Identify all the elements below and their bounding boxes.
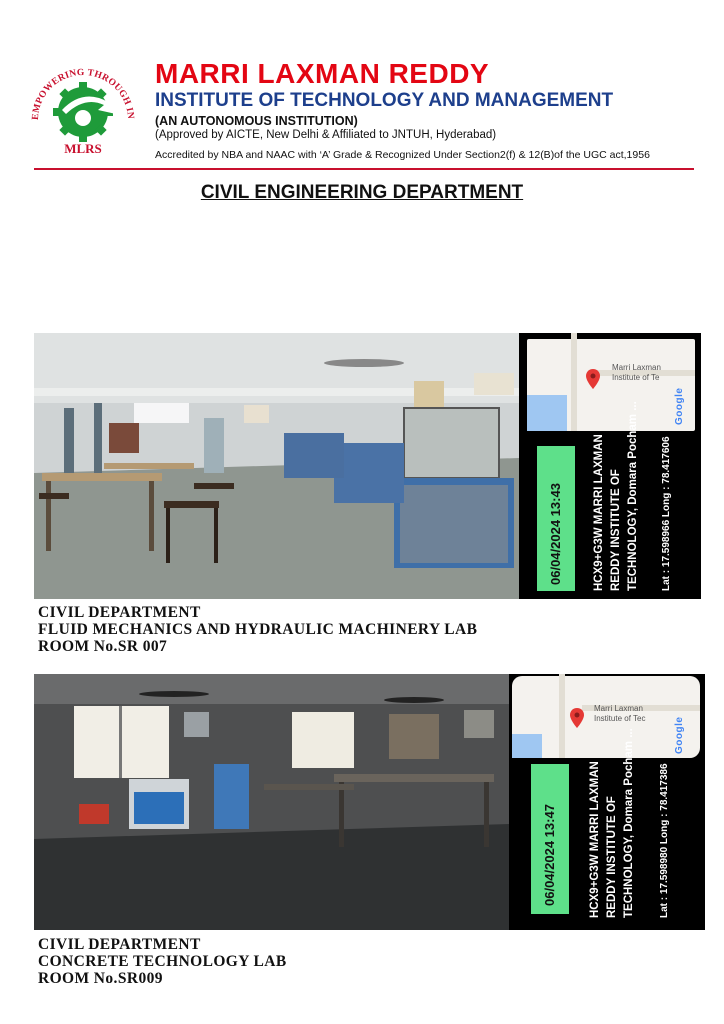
institute-logo bbox=[22, 58, 144, 158]
map-label-line1: Marri Laxman bbox=[612, 363, 661, 372]
logo-ring-text: EMPOWERING THROUGH IN bbox=[30, 67, 136, 121]
institute-name: MARRI LAXMAN REDDY bbox=[155, 58, 490, 89]
gps-latlong: Lat : 17.598980 Long : 78.417386 bbox=[659, 763, 670, 918]
gps-date: 06/04/2024 13:47 bbox=[542, 804, 557, 906]
department-title: CIVIL ENGINEERING DEPARTMENT bbox=[200, 182, 524, 203]
gps-date: 06/04/2024 13:43 bbox=[548, 483, 563, 585]
caption-1-room: ROOM No.SR 007 bbox=[38, 638, 168, 655]
caption-1-dept: CIVIL DEPARTMENT bbox=[38, 604, 201, 621]
lab-photo-concrete-technology bbox=[34, 674, 705, 930]
institute-subtitle: INSTITUTE OF TECHNOLOGY AND MANAGEMENT bbox=[155, 90, 614, 111]
gps-address-line3: TECHNOLOGY, Domara Pocham ... bbox=[627, 401, 639, 591]
google-brand: Google bbox=[674, 387, 685, 425]
accreditation-line: Accredited by NBA and NAAC with ‘A’ Grade & Recognized Under Section2(f) & 12(B)of the UGC act,1956 bbox=[155, 149, 650, 161]
caption-2-dept: CIVIL DEPARTMENT bbox=[38, 936, 201, 953]
google-brand: Google bbox=[674, 716, 685, 754]
gps-address-line2: REDDY INSTITUTE OF bbox=[606, 796, 618, 918]
caption-1-lab: FLUID MECHANICS AND HYDRAULIC MACHINERY LAB bbox=[38, 621, 478, 638]
map-label-line2: Institute of Te bbox=[612, 373, 660, 382]
caption-2-lab: CONCRETE TECHNOLOGY LAB bbox=[38, 953, 287, 970]
map-label-line1: Marri Laxman bbox=[594, 704, 643, 713]
lab-photo-fluid-mechanics bbox=[34, 333, 701, 599]
gps-address-line1: HCX9+G3W MARRI LAXMAN bbox=[593, 434, 605, 591]
autonomous-label: (AN AUTONOMOUS INSTITUTION) bbox=[155, 114, 358, 128]
gps-address-line2: REDDY INSTITUTE OF bbox=[610, 469, 622, 591]
map-label-line2: Institute of Tec bbox=[594, 714, 646, 723]
gps-address-line1: HCX9+G3W MARRI LAXMAN bbox=[589, 761, 601, 918]
caption-2-room: ROOM No.SR009 bbox=[38, 970, 163, 987]
gps-address-line3: TECHNOLOGY, Domara Pocham ... bbox=[623, 728, 635, 918]
header-divider bbox=[34, 168, 694, 170]
approval-line: (Approved by AICTE, New Delhi & Affiliated to JNTUH, Hyderabad) bbox=[155, 129, 497, 141]
gear-icon bbox=[53, 82, 116, 142]
gps-latlong: Lat : 17.598966 Long : 78.417606 bbox=[661, 436, 672, 591]
logo-abbr: MLRS bbox=[64, 141, 102, 156]
map-pin-icon bbox=[570, 708, 584, 728]
map-pin-icon bbox=[586, 369, 600, 389]
